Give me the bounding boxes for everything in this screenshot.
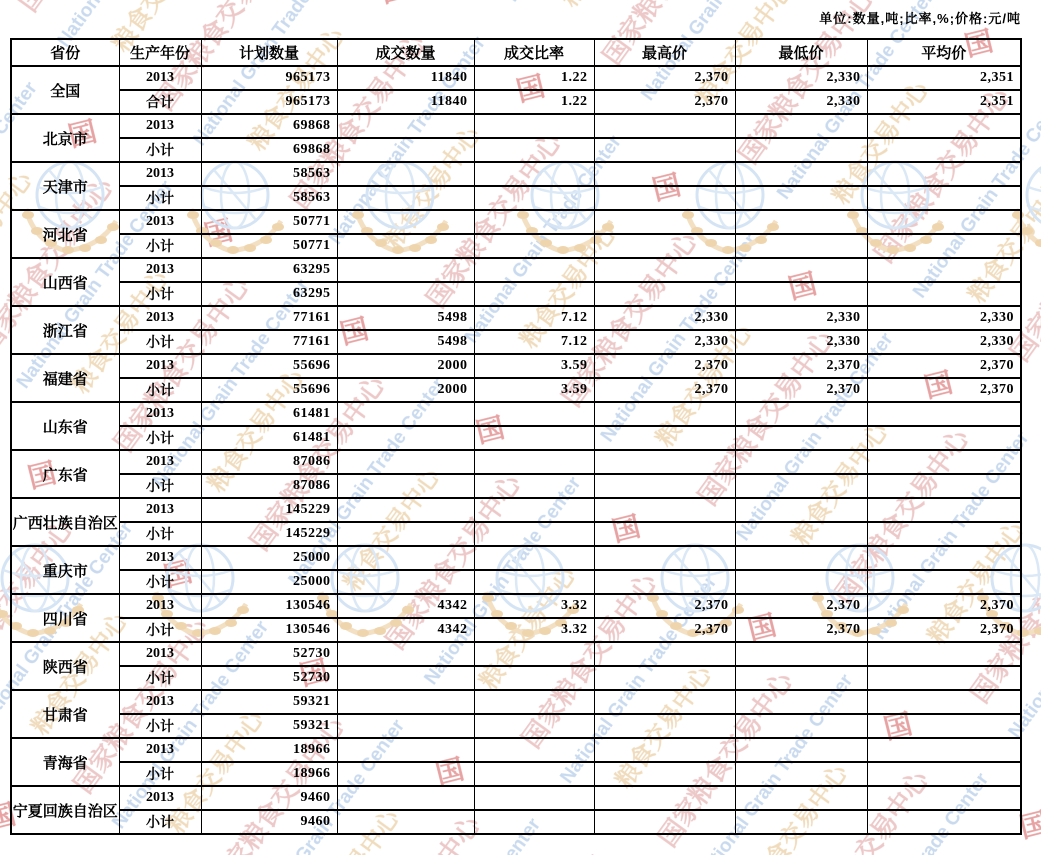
deal-ratio-cell: 3.32 — [474, 618, 594, 642]
plan-qty-cell: 9460 — [201, 786, 337, 810]
max-price-cell — [594, 666, 735, 690]
avg-price-cell — [867, 162, 1021, 186]
deal-ratio-cell: 7.12 — [474, 306, 594, 330]
province-cell: 河北省 — [11, 210, 119, 258]
deal-ratio-cell — [474, 210, 594, 234]
min-price-cell: 2,370 — [735, 378, 867, 402]
province-cell: 山西省 — [11, 258, 119, 306]
min-price-cell: 2,370 — [735, 354, 867, 378]
avg-price-cell — [867, 786, 1021, 810]
max-price-cell — [594, 498, 735, 522]
plan-qty-cell: 58563 — [201, 162, 337, 186]
avg-price-cell — [867, 402, 1021, 426]
avg-price-cell — [867, 186, 1021, 210]
deal-qty-cell — [337, 234, 474, 258]
deal-ratio-cell: 3.59 — [474, 378, 594, 402]
table-row — [11, 786, 1021, 810]
table-row — [11, 378, 1021, 402]
min-price-cell: 2,330 — [735, 66, 867, 90]
table-row — [11, 210, 1021, 234]
avg-price-cell: 2,351 — [867, 66, 1021, 90]
plan-qty-cell: 55696 — [201, 354, 337, 378]
avg-price-cell: 2,370 — [867, 618, 1021, 642]
year-cell: 小计 — [119, 282, 201, 306]
deal-ratio-cell — [474, 450, 594, 474]
deal-qty-cell: 4342 — [337, 618, 474, 642]
max-price-cell — [594, 546, 735, 570]
min-price-cell — [735, 642, 867, 666]
avg-price-cell: 2,370 — [867, 594, 1021, 618]
min-price-cell — [735, 546, 867, 570]
min-price-cell — [735, 282, 867, 306]
year-cell: 2013 — [119, 210, 201, 234]
avg-price-cell — [867, 114, 1021, 138]
year-cell: 2013 — [119, 786, 201, 810]
deal-qty-cell — [337, 402, 474, 426]
max-price-cell: 2,370 — [594, 378, 735, 402]
max-price-cell: 2,330 — [594, 306, 735, 330]
table-row — [11, 762, 1021, 786]
deal-qty-cell — [337, 186, 474, 210]
min-price-cell — [735, 714, 867, 738]
min-price-cell — [735, 690, 867, 714]
plan-qty-cell: 55696 — [201, 378, 337, 402]
deal-qty-cell — [337, 114, 474, 138]
table-row — [11, 498, 1021, 522]
year-cell: 小计 — [119, 138, 201, 162]
min-price-cell — [735, 786, 867, 810]
plan-qty-cell: 52730 — [201, 642, 337, 666]
table-row — [11, 426, 1021, 450]
province-cell: 青海省 — [11, 738, 119, 786]
plan-qty-cell: 87086 — [201, 450, 337, 474]
deal-ratio-cell — [474, 114, 594, 138]
avg-price-cell — [867, 138, 1021, 162]
max-price-cell — [594, 690, 735, 714]
min-price-cell — [735, 258, 867, 282]
avg-price-cell — [867, 258, 1021, 282]
plan-qty-cell: 9460 — [201, 810, 337, 834]
deal-qty-cell — [337, 570, 474, 594]
avg-price-cell — [867, 690, 1021, 714]
table-row — [11, 282, 1021, 306]
table-row — [11, 306, 1021, 330]
avg-price-cell — [867, 666, 1021, 690]
min-price-cell — [735, 162, 867, 186]
table-row — [11, 186, 1021, 210]
deal-ratio-cell: 7.12 — [474, 330, 594, 354]
plan-qty-cell: 63295 — [201, 282, 337, 306]
max-price-cell — [594, 426, 735, 450]
unit-note: 单位:数量,吨;比率,%;价格:元/吨 — [819, 11, 1021, 26]
col-header-deal-ratio: 成交比率 — [474, 39, 594, 66]
table-row — [11, 402, 1021, 426]
table-row — [11, 354, 1021, 378]
min-price-cell: 2,330 — [735, 330, 867, 354]
max-price-cell — [594, 114, 735, 138]
plan-qty-cell: 87086 — [201, 474, 337, 498]
deal-ratio-cell — [474, 498, 594, 522]
province-cell: 天津市 — [11, 162, 119, 210]
plan-qty-cell: 52730 — [201, 666, 337, 690]
max-price-cell — [594, 642, 735, 666]
province-cell: 浙江省 — [11, 306, 119, 354]
min-price-cell — [735, 570, 867, 594]
table-row — [11, 474, 1021, 498]
plan-qty-cell: 77161 — [201, 330, 337, 354]
max-price-cell — [594, 210, 735, 234]
plan-qty-cell: 59321 — [201, 714, 337, 738]
deal-qty-cell: 11840 — [337, 90, 474, 114]
plan-qty-cell: 18966 — [201, 762, 337, 786]
deal-qty-cell — [337, 426, 474, 450]
deal-qty-cell — [337, 786, 474, 810]
avg-price-cell: 2,370 — [867, 354, 1021, 378]
deal-ratio-cell — [474, 474, 594, 498]
province-cell: 全国 — [11, 66, 119, 114]
plan-qty-cell: 69868 — [201, 138, 337, 162]
min-price-cell — [735, 498, 867, 522]
max-price-cell — [594, 282, 735, 306]
max-price-cell — [594, 162, 735, 186]
col-header-plan-qty: 计划数量 — [201, 39, 337, 66]
deal-ratio-cell — [474, 426, 594, 450]
plan-qty-cell: 50771 — [201, 210, 337, 234]
deal-qty-cell — [337, 498, 474, 522]
deal-qty-cell — [337, 690, 474, 714]
max-price-cell — [594, 570, 735, 594]
table-row — [11, 450, 1021, 474]
table-row — [11, 690, 1021, 714]
plan-qty-cell: 965173 — [201, 66, 337, 90]
max-price-cell — [594, 786, 735, 810]
max-price-cell: 2,370 — [594, 90, 735, 114]
table-row — [11, 258, 1021, 282]
deal-ratio-cell — [474, 258, 594, 282]
deal-qty-cell: 5498 — [337, 306, 474, 330]
deal-qty-cell — [337, 258, 474, 282]
year-cell: 合计 — [119, 90, 201, 114]
min-price-cell — [735, 762, 867, 786]
deal-ratio-cell — [474, 810, 594, 834]
plan-qty-cell: 25000 — [201, 546, 337, 570]
deal-qty-cell: 2000 — [337, 354, 474, 378]
table-row — [11, 522, 1021, 546]
deal-qty-cell: 2000 — [337, 378, 474, 402]
year-cell: 小计 — [119, 618, 201, 642]
year-cell: 小计 — [119, 474, 201, 498]
col-header-deal-qty: 成交数量 — [337, 39, 474, 66]
max-price-cell — [594, 138, 735, 162]
deal-ratio-cell — [474, 690, 594, 714]
year-cell: 小计 — [119, 570, 201, 594]
plan-qty-cell: 63295 — [201, 258, 337, 282]
deal-qty-cell — [337, 546, 474, 570]
year-cell: 2013 — [119, 690, 201, 714]
deal-qty-cell — [337, 282, 474, 306]
province-cell: 广东省 — [11, 450, 119, 498]
deal-ratio-cell: 1.22 — [474, 90, 594, 114]
deal-qty-cell — [337, 474, 474, 498]
min-price-cell — [735, 810, 867, 834]
min-price-cell — [735, 474, 867, 498]
plan-qty-cell: 130546 — [201, 618, 337, 642]
min-price-cell — [735, 114, 867, 138]
table-row — [11, 546, 1021, 570]
plan-qty-cell: 130546 — [201, 594, 337, 618]
avg-price-cell — [867, 498, 1021, 522]
table-row — [11, 618, 1021, 642]
max-price-cell: 2,370 — [594, 66, 735, 90]
min-price-cell — [735, 738, 867, 762]
year-cell: 小计 — [119, 522, 201, 546]
year-cell: 2013 — [119, 594, 201, 618]
deal-qty-cell — [337, 450, 474, 474]
max-price-cell — [594, 402, 735, 426]
col-header-min-price: 最低价 — [735, 39, 867, 66]
avg-price-cell — [867, 210, 1021, 234]
avg-price-cell — [867, 450, 1021, 474]
grain-trade-table — [10, 38, 1022, 835]
deal-ratio-cell — [474, 666, 594, 690]
avg-price-cell: 2,330 — [867, 330, 1021, 354]
max-price-cell — [594, 714, 735, 738]
year-cell: 2013 — [119, 498, 201, 522]
year-cell: 小计 — [119, 666, 201, 690]
table-row — [11, 810, 1021, 834]
plan-qty-cell: 145229 — [201, 498, 337, 522]
max-price-cell: 2,370 — [594, 594, 735, 618]
avg-price-cell: 2,351 — [867, 90, 1021, 114]
deal-ratio-cell — [474, 234, 594, 258]
deal-qty-cell: 5498 — [337, 330, 474, 354]
year-cell: 小计 — [119, 378, 201, 402]
plan-qty-cell: 145229 — [201, 522, 337, 546]
avg-price-cell — [867, 234, 1021, 258]
min-price-cell — [735, 666, 867, 690]
avg-price-cell — [867, 474, 1021, 498]
max-price-cell — [594, 810, 735, 834]
deal-ratio-cell — [474, 282, 594, 306]
plan-qty-cell: 69868 — [201, 114, 337, 138]
year-cell: 2013 — [119, 258, 201, 282]
table-row — [11, 570, 1021, 594]
max-price-cell — [594, 450, 735, 474]
province-cell: 宁夏回族自治区 — [11, 786, 119, 834]
province-cell: 福建省 — [11, 354, 119, 402]
deal-ratio-cell — [474, 522, 594, 546]
year-cell: 2013 — [119, 66, 201, 90]
max-price-cell — [594, 738, 735, 762]
avg-price-cell: 2,330 — [867, 306, 1021, 330]
year-cell: 小计 — [119, 330, 201, 354]
deal-qty-cell — [337, 162, 474, 186]
avg-price-cell — [867, 762, 1021, 786]
province-cell: 山东省 — [11, 402, 119, 450]
table-row — [11, 330, 1021, 354]
year-cell: 2013 — [119, 738, 201, 762]
min-price-cell — [735, 522, 867, 546]
avg-price-cell: 2,370 — [867, 378, 1021, 402]
deal-ratio-cell — [474, 546, 594, 570]
max-price-cell — [594, 762, 735, 786]
table-row — [11, 138, 1021, 162]
table-row — [11, 714, 1021, 738]
col-header-year: 生产年份 — [119, 39, 201, 66]
deal-qty-cell — [337, 642, 474, 666]
avg-price-cell — [867, 282, 1021, 306]
table-row — [11, 666, 1021, 690]
plan-qty-cell: 61481 — [201, 402, 337, 426]
deal-ratio-cell: 3.59 — [474, 354, 594, 378]
deal-ratio-cell — [474, 138, 594, 162]
table-row — [11, 738, 1021, 762]
year-cell: 小计 — [119, 762, 201, 786]
province-cell: 北京市 — [11, 114, 119, 162]
min-price-cell — [735, 402, 867, 426]
min-price-cell: 2,370 — [735, 618, 867, 642]
min-price-cell — [735, 186, 867, 210]
province-cell: 广西壮族自治区 — [11, 498, 119, 546]
year-cell: 2013 — [119, 450, 201, 474]
avg-price-cell — [867, 426, 1021, 450]
year-cell: 小计 — [119, 234, 201, 258]
deal-ratio-cell — [474, 714, 594, 738]
deal-ratio-cell: 3.32 — [474, 594, 594, 618]
deal-ratio-cell — [474, 738, 594, 762]
deal-ratio-cell — [474, 642, 594, 666]
deal-qty-cell — [337, 714, 474, 738]
deal-qty-cell — [337, 522, 474, 546]
avg-price-cell — [867, 522, 1021, 546]
year-cell: 2013 — [119, 402, 201, 426]
avg-price-cell — [867, 570, 1021, 594]
col-header-province: 省份 — [11, 39, 119, 66]
min-price-cell: 2,330 — [735, 306, 867, 330]
plan-qty-cell: 61481 — [201, 426, 337, 450]
max-price-cell — [594, 234, 735, 258]
avg-price-cell — [867, 642, 1021, 666]
plan-qty-cell: 77161 — [201, 306, 337, 330]
max-price-cell: 2,370 — [594, 618, 735, 642]
avg-price-cell — [867, 810, 1021, 834]
table-row — [11, 66, 1021, 90]
table-row — [11, 90, 1021, 114]
table-row — [11, 114, 1021, 138]
deal-qty-cell — [337, 666, 474, 690]
deal-ratio-cell — [474, 402, 594, 426]
deal-ratio-cell — [474, 186, 594, 210]
deal-qty-cell — [337, 138, 474, 162]
deal-ratio-cell — [474, 570, 594, 594]
province-cell: 重庆市 — [11, 546, 119, 594]
min-price-cell: 2,330 — [735, 90, 867, 114]
table-row — [11, 234, 1021, 258]
min-price-cell — [735, 138, 867, 162]
max-price-cell — [594, 474, 735, 498]
col-header-max-price: 最高价 — [594, 39, 735, 66]
plan-qty-cell: 59321 — [201, 690, 337, 714]
avg-price-cell — [867, 546, 1021, 570]
deal-qty-cell: 4342 — [337, 594, 474, 618]
min-price-cell — [735, 210, 867, 234]
deal-ratio-cell — [474, 762, 594, 786]
deal-qty-cell — [337, 210, 474, 234]
year-cell: 2013 — [119, 354, 201, 378]
max-price-cell — [594, 522, 735, 546]
province-cell: 四川省 — [11, 594, 119, 642]
plan-qty-cell: 18966 — [201, 738, 337, 762]
avg-price-cell — [867, 714, 1021, 738]
table-row — [11, 642, 1021, 666]
plan-qty-cell: 965173 — [201, 90, 337, 114]
deal-ratio-cell — [474, 162, 594, 186]
province-cell: 陕西省 — [11, 642, 119, 690]
plan-qty-cell: 50771 — [201, 234, 337, 258]
table-body — [11, 66, 1021, 834]
avg-price-cell — [867, 738, 1021, 762]
year-cell: 小计 — [119, 810, 201, 834]
year-cell: 2013 — [119, 162, 201, 186]
deal-qty-cell — [337, 810, 474, 834]
min-price-cell — [735, 234, 867, 258]
province-cell: 甘肃省 — [11, 690, 119, 738]
max-price-cell — [594, 258, 735, 282]
year-cell: 2013 — [119, 306, 201, 330]
deal-qty-cell: 11840 — [337, 66, 474, 90]
year-cell: 小计 — [119, 186, 201, 210]
table-row — [11, 594, 1021, 618]
deal-ratio-cell — [474, 786, 594, 810]
deal-qty-cell — [337, 738, 474, 762]
year-cell: 2013 — [119, 642, 201, 666]
min-price-cell: 2,370 — [735, 594, 867, 618]
table-row — [11, 162, 1021, 186]
plan-qty-cell: 25000 — [201, 570, 337, 594]
deal-ratio-cell: 1.22 — [474, 66, 594, 90]
year-cell: 小计 — [119, 714, 201, 738]
col-header-avg-price: 平均价 — [867, 39, 1021, 66]
max-price-cell: 2,330 — [594, 330, 735, 354]
min-price-cell — [735, 450, 867, 474]
year-cell: 2013 — [119, 114, 201, 138]
min-price-cell — [735, 426, 867, 450]
year-cell: 2013 — [119, 546, 201, 570]
plan-qty-cell: 58563 — [201, 186, 337, 210]
max-price-cell: 2,370 — [594, 354, 735, 378]
header-row — [11, 39, 1021, 66]
deal-qty-cell — [337, 762, 474, 786]
max-price-cell — [594, 186, 735, 210]
year-cell: 小计 — [119, 426, 201, 450]
